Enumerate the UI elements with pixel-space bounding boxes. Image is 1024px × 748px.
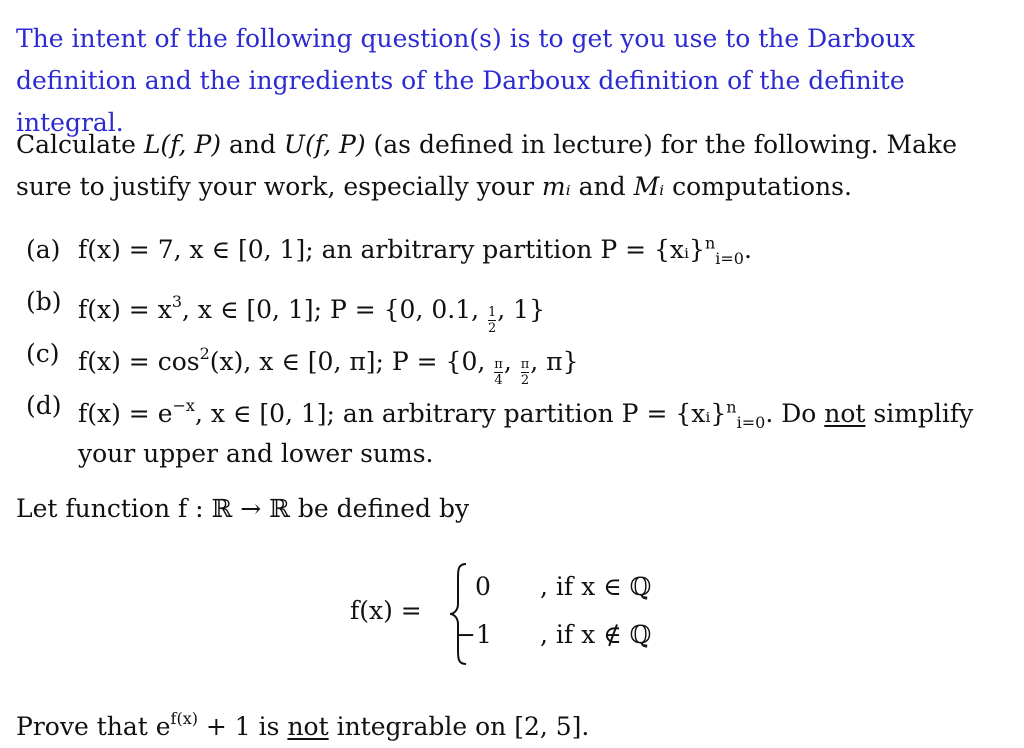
mi-symbol: mᵢ: [541, 172, 571, 201]
exercise-d-post: . Do: [765, 399, 825, 428]
prove-exponent: f(x): [170, 709, 198, 728]
prove-not: not: [287, 712, 329, 741]
fraction-numerator: π: [520, 357, 530, 372]
exercise-c: [26, 334, 1006, 386]
exercise-c-comma: ,: [503, 347, 520, 376]
exercise-a-sub: i=0: [715, 249, 744, 268]
exercise-a-end: .: [743, 235, 752, 264]
exercise-d-sub: i=0: [736, 413, 766, 432]
exercise-c-label: (c): [26, 339, 60, 368]
exercise-c-exponent: 2: [199, 344, 210, 363]
prove-mid: + 1 is: [197, 712, 288, 741]
exercise-list: [26, 230, 1006, 482]
instructions-text-3: computations.: [664, 172, 852, 201]
exercise-a-sup: n: [704, 233, 716, 253]
intro-text: The intent of the following question(s) is to get you use to the Darboux definition and the ingredients of the Darboux definition of the definite integral.: [16, 24, 916, 137]
prove-statement: [16, 698, 1006, 748]
instructions-and: and: [221, 130, 284, 159]
fraction-denominator: 2: [520, 373, 530, 388]
exercise-c-text: f(x) = cos: [78, 347, 200, 376]
case-2-condition: , if x ∉ ℚ: [540, 620, 652, 649]
exercise-b-mid: , x ∈ [0, 1]; P = {0, 0.1,: [182, 295, 487, 324]
fraction-numerator: π: [494, 357, 503, 372]
fraction-pi-over-4: [494, 358, 503, 387]
left-brace-icon: [448, 562, 468, 666]
exercise-a-label: (a): [26, 235, 61, 264]
piecewise-lhs: f(x) =: [350, 596, 422, 625]
exercise-b-end: , 1}: [497, 295, 545, 324]
exercise-c-end: , π}: [530, 347, 579, 376]
exercise-d-sup: n: [726, 397, 737, 417]
piecewise-function: [350, 560, 680, 672]
exercise-b-text: f(x) = x: [78, 295, 172, 324]
function-definition-intro: Let function f : ℝ → ℝ be defined by: [16, 494, 470, 523]
prove-text: Prove that e: [16, 712, 171, 741]
case-1-value: 0: [475, 572, 491, 601]
upper-sum-symbol: U(f, P): [283, 130, 366, 159]
fraction-denominator: 4: [494, 373, 503, 388]
exercise-a-text: f(x) = 7, x ∈ [0, 1]; an arbitrary partition P = {xᵢ}: [78, 235, 705, 264]
case-1-condition: , if x ∈ ℚ: [540, 572, 652, 601]
exercise-b-exponent: 3: [171, 292, 182, 311]
instructions-paragraph: [16, 124, 1006, 208]
exercise-d-body: [78, 386, 1006, 474]
exercise-d: [26, 386, 1006, 482]
Mi-symbol: Mᵢ: [633, 172, 665, 201]
exercise-d-mid: , x ∈ [0, 1]; an arbitrary partition P = {xᵢ}: [194, 399, 727, 428]
fraction-one-half: [488, 306, 496, 335]
exercise-c-mid: (x), x ∈ [0, π]; P = {0,: [209, 347, 494, 376]
exercise-d-label: (d): [26, 391, 62, 420]
lower-sum-symbol: L(f, P): [143, 130, 222, 159]
exercise-d-text: f(x) = e: [78, 399, 173, 428]
exercise-a: [26, 230, 1006, 282]
fraction-numerator: 1: [488, 305, 497, 320]
exercise-d-exponent: −x: [172, 396, 195, 415]
fraction-pi-over-2: [521, 358, 530, 387]
instructions-and-2: and: [570, 172, 634, 201]
exercise-b-label: (b): [26, 287, 62, 316]
exercise-a-body: [78, 230, 1006, 270]
exercise-b-body: [78, 282, 1006, 335]
case-2-value: −1: [455, 620, 492, 649]
exercise-d-not: not: [824, 399, 866, 428]
exercise-c-body: [78, 334, 1006, 387]
exercise-b: [26, 282, 1006, 334]
instructions-text-2: (as defined in lecture) for the following. Make sure to justify your work, especially your: [16, 130, 957, 201]
exercise-d-end: simplify your upper and lower sums.: [78, 399, 974, 468]
instructions-text-1: Calculate: [16, 130, 144, 159]
prove-end: integrable on [2, 5].: [328, 712, 590, 741]
fraction-denominator: 2: [488, 321, 497, 336]
